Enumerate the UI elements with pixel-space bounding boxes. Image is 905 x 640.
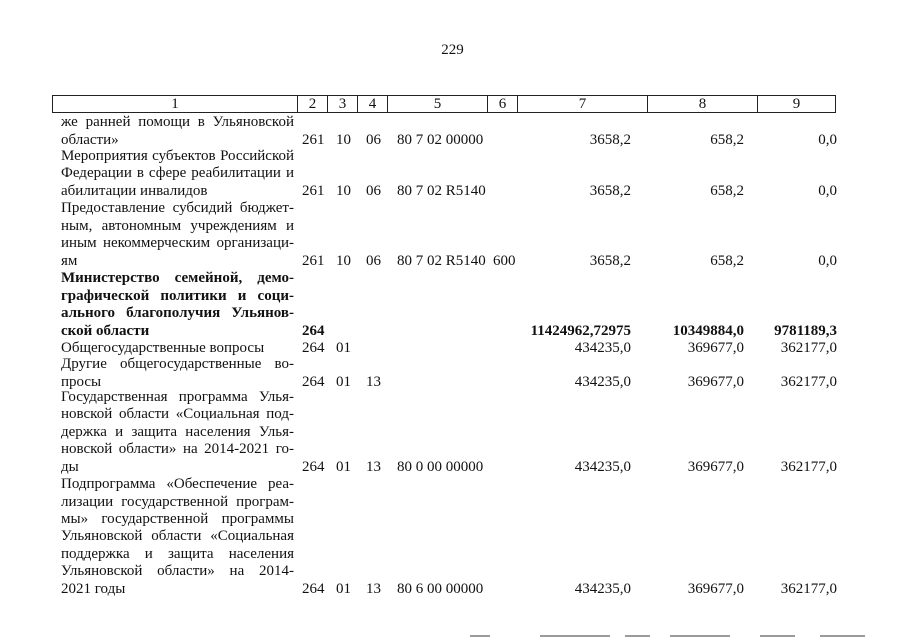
cell-c4: 06	[366, 131, 381, 148]
description-line: мы» государственной программы	[61, 510, 294, 527]
cell-c8: 369677,0	[687, 580, 744, 597]
row-description	[61, 476, 294, 598]
cell-c9: 9781189,3	[774, 322, 837, 339]
table-header-row	[52, 95, 836, 113]
cell-c2: 264	[302, 322, 325, 339]
description-line: Государственная программа Улья-	[61, 388, 294, 405]
description-line: Министерство семейной, демо-	[61, 270, 294, 287]
cell-c9: 362177,0	[780, 458, 837, 475]
description-line: 2021 годы	[61, 580, 126, 597]
table-row	[0, 476, 905, 598]
description-line: новской области «Социальная под-	[61, 406, 294, 423]
description-line: Общегосударственные вопросы	[61, 339, 265, 356]
header-col-7: 7	[518, 96, 648, 112]
cell-c4: 13	[366, 373, 381, 390]
row-description	[61, 114, 294, 149]
header-col-8: 8	[648, 96, 758, 112]
cell-c3: 01	[336, 458, 351, 475]
cell-c2: 261	[302, 182, 325, 199]
description-line: области»	[61, 131, 119, 148]
row-description	[61, 270, 294, 340]
cell-c2: 264	[302, 373, 325, 390]
cell-c7: 11424962,72975	[530, 322, 631, 339]
description-line: ального благополучия Ульянов-	[61, 305, 294, 322]
cell-c9: 362177,0	[780, 373, 837, 390]
header-col-5: 5	[388, 96, 488, 112]
description-line: ды	[61, 458, 79, 475]
table-row	[0, 340, 905, 357]
description-line: лизации государственной програм-	[61, 493, 294, 510]
cell-c7: 3658,2	[589, 182, 631, 199]
description-line: абилитации инвалидов	[61, 182, 208, 199]
cell-c8: 10349884,0	[672, 322, 744, 339]
header-col-6: 6	[488, 96, 518, 112]
description-line: поддержка и защита населения	[61, 545, 294, 562]
header-col-2: 2	[298, 96, 328, 112]
cell-c5: 80 0 00 00000	[397, 458, 484, 475]
cell-c5: 80 7 02 R5140	[397, 182, 486, 199]
header-col-4: 4	[358, 96, 388, 112]
cell-c2: 261	[302, 131, 325, 148]
cell-c3: 10	[336, 131, 351, 148]
cell-c2: 264	[302, 339, 325, 356]
table-row	[0, 357, 905, 391]
table-row	[0, 390, 905, 476]
row-description	[61, 148, 294, 200]
table-row	[0, 200, 905, 270]
cell-c8: 369677,0	[687, 373, 744, 390]
cell-c7: 434235,0	[574, 339, 631, 356]
header-col-1: 1	[53, 96, 298, 112]
description-line: Мероприятия субъектов Российской	[61, 147, 294, 164]
cell-c4: 06	[366, 182, 381, 199]
description-line: Федерации в сфере реабилитации и	[61, 165, 294, 182]
table-row	[0, 270, 905, 340]
cell-c8: 658,2	[710, 182, 744, 199]
page-number: 229	[441, 42, 464, 58]
description-line: держка и защита населения Улья-	[61, 423, 294, 440]
description-line: Другие общегосударственные во-	[61, 356, 294, 373]
description-line: иным некоммерческим организаци-	[61, 235, 294, 252]
cell-c3: 01	[336, 373, 351, 390]
cell-c6: 600	[493, 252, 516, 269]
cell-c2: 261	[302, 252, 325, 269]
description-line: Подпрограмма «Обеспечение реа-	[61, 476, 294, 493]
table-row	[0, 148, 905, 200]
cell-c7: 434235,0	[574, 580, 631, 597]
cell-c5: 80 6 00 00000	[397, 580, 484, 597]
cell-c4: 13	[366, 580, 381, 597]
description-line: же ранней помощи в Ульяновской	[61, 114, 294, 131]
cell-c8: 658,2	[710, 131, 744, 148]
cell-c9: 0,0	[818, 252, 837, 269]
cell-c5: 80 7 02 00000	[397, 131, 484, 148]
scan-edge-marks	[0, 632, 905, 640]
cell-c7: 3658,2	[589, 252, 631, 269]
cell-c3: 01	[336, 580, 351, 597]
cell-c7: 434235,0	[574, 458, 631, 475]
description-line: Ульяновской области «Социальная	[61, 528, 294, 545]
cell-c8: 369677,0	[687, 458, 744, 475]
table-row	[0, 114, 905, 149]
cell-c7: 434235,0	[574, 373, 631, 390]
cell-c2: 264	[302, 458, 325, 475]
row-description	[61, 340, 294, 357]
cell-c3: 01	[336, 339, 351, 356]
cell-c4: 13	[366, 458, 381, 475]
description-line: ям	[61, 252, 78, 269]
description-line: новской области» на 2014-2021 го-	[61, 441, 294, 458]
cell-c9: 362177,0	[780, 339, 837, 356]
description-line: ным, автономным учреждениям и	[61, 217, 294, 234]
description-line: ской области	[61, 322, 150, 339]
row-description	[61, 200, 294, 270]
cell-c9: 0,0	[818, 131, 837, 148]
cell-c3: 10	[336, 252, 351, 269]
description-line: Предоставление субсидий бюджет-	[61, 200, 294, 217]
cell-c4: 06	[366, 252, 381, 269]
description-line: Ульяновской области» на 2014-	[61, 563, 294, 580]
cell-c2: 264	[302, 580, 325, 597]
cell-c7: 3658,2	[589, 131, 631, 148]
cell-c5: 80 7 02 R5140	[397, 252, 486, 269]
cell-c9: 0,0	[818, 182, 837, 199]
cell-c8: 658,2	[710, 252, 744, 269]
description-line: графической политики и соци-	[61, 287, 294, 304]
header-col-9: 9	[792, 96, 801, 112]
cell-c8: 369677,0	[687, 339, 744, 356]
cell-c3: 10	[336, 182, 351, 199]
header-col-3: 3	[328, 96, 358, 112]
cell-c9: 362177,0	[780, 580, 837, 597]
row-description	[61, 389, 294, 476]
row-description	[61, 356, 294, 391]
description-line: просы	[61, 373, 102, 390]
